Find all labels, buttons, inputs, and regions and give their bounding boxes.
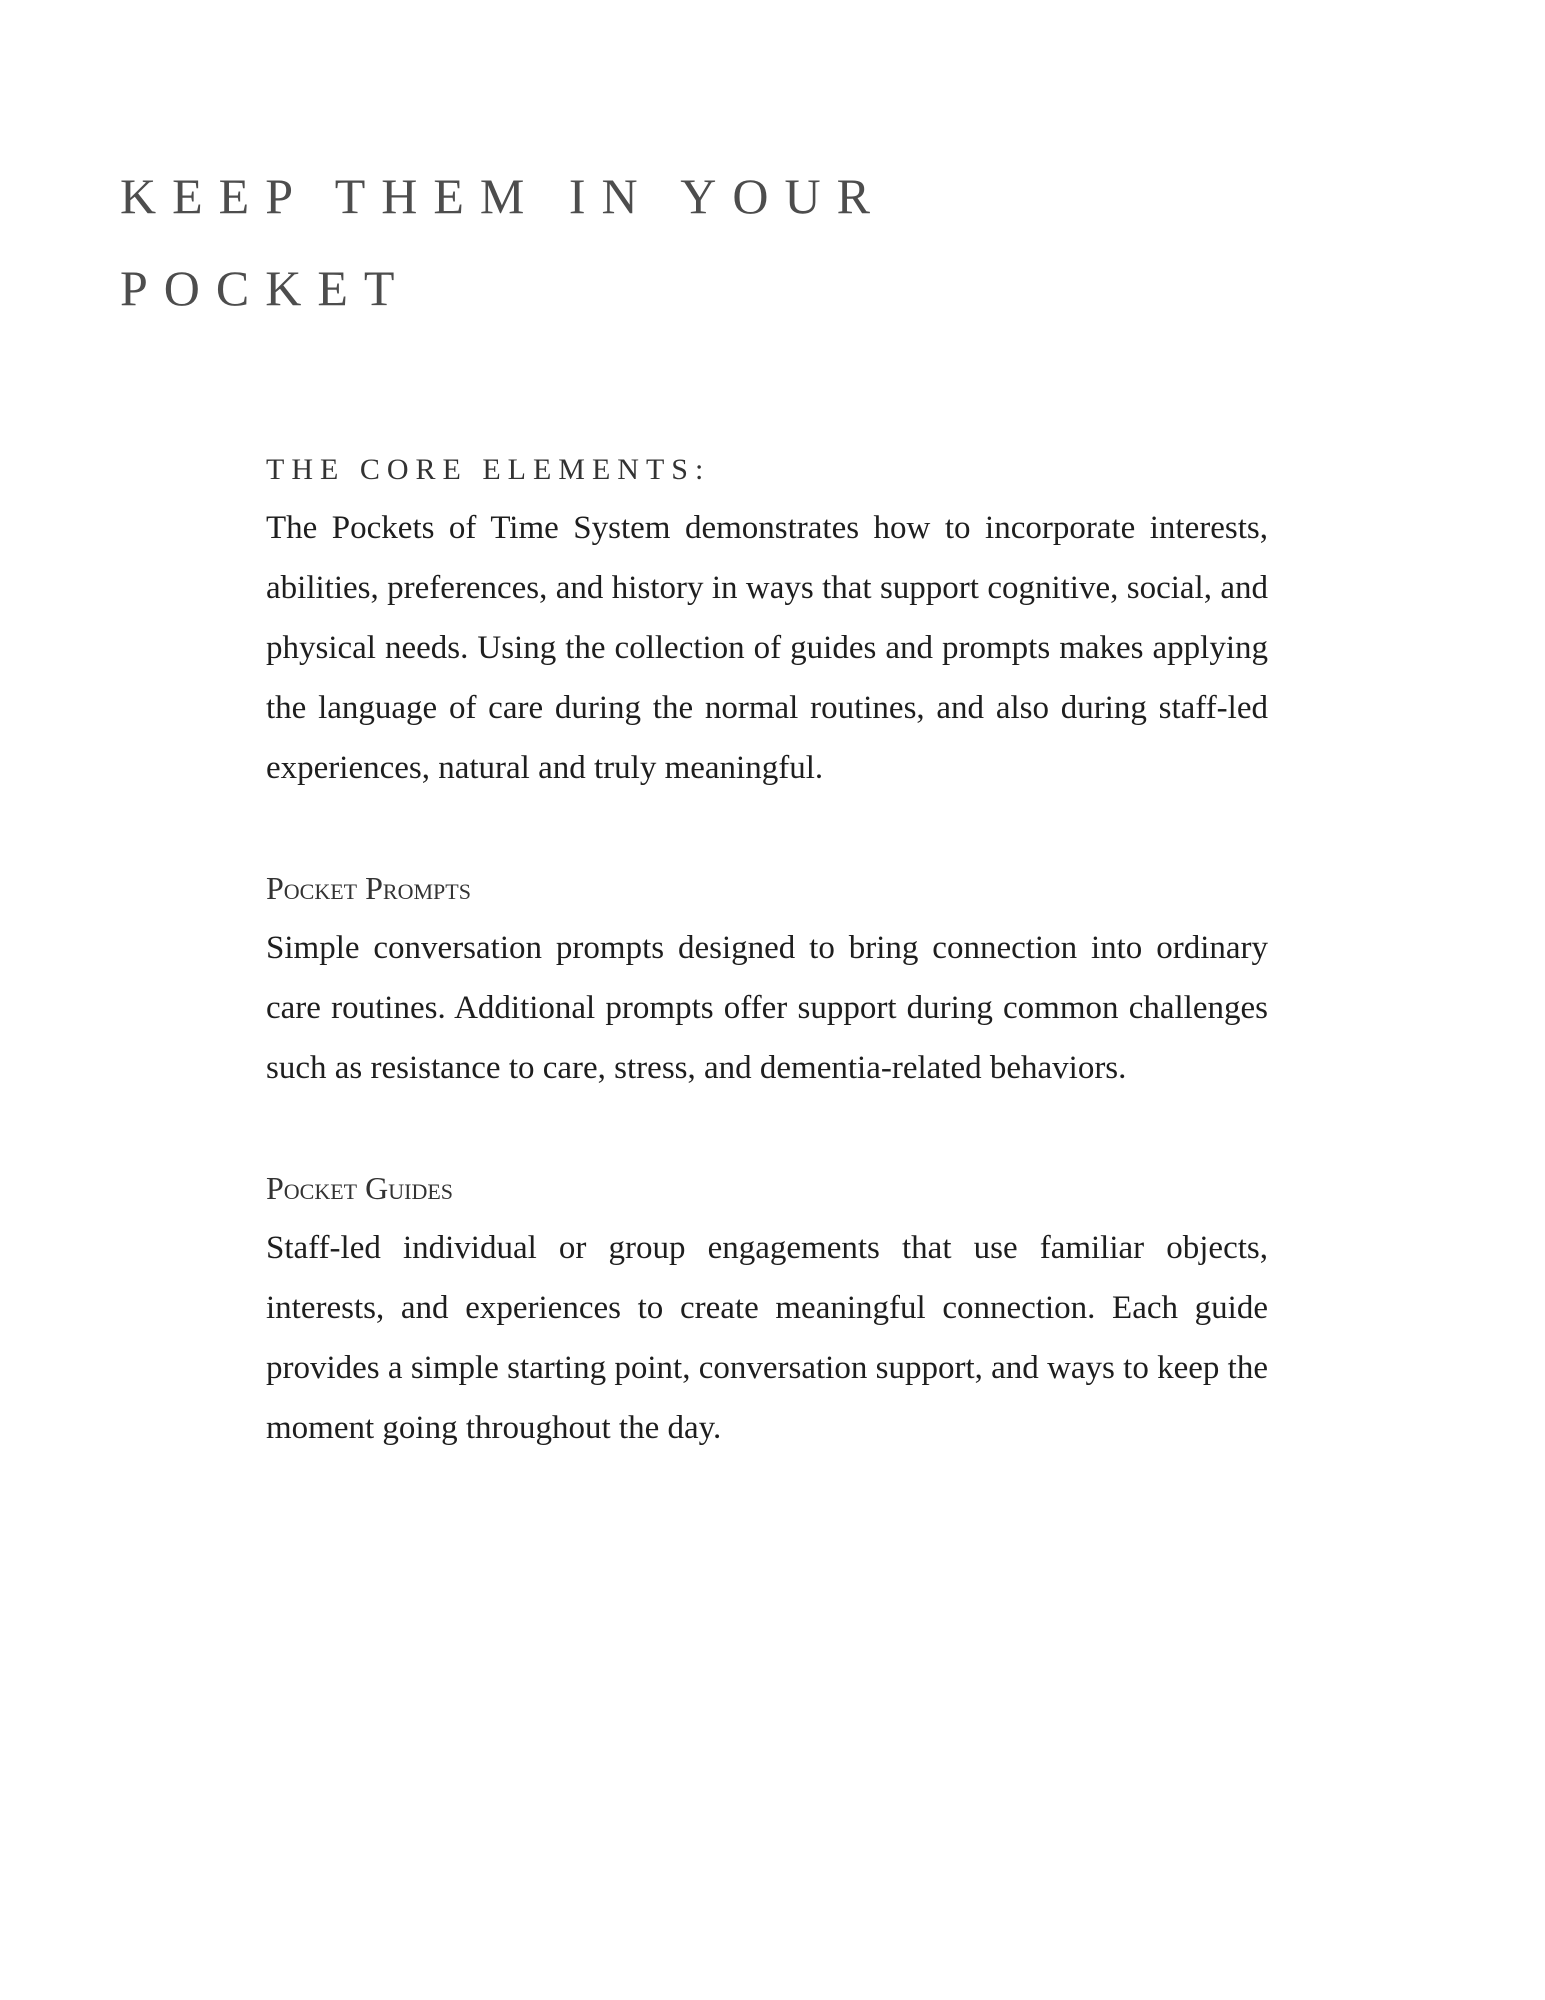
main-content [266,450,1268,1458]
pocket-guides-paragraph: Staff-led individual or group engagements that use familiar objects, interests, and experiences to create meaningful connection. Each guide provides a simple starting point, conversation support, and ways to keep the moment going throughout the day. [266,1230,1268,1446]
pocket-prompts-paragraph: Simple conversation prompts designed to bring connection into ordinary care routines. Additional prompts offer support during common challenges such as resistance to care, stress, and dementia-related behaviors. [266,930,1268,1086]
pocket-guides-heading: Pocket Guides [266,1170,454,1206]
pocket-prompts-heading: Pocket Prompts [266,870,471,906]
section-pocket-guides [266,1158,1268,1458]
core-elements-paragraph: The Pockets of Time System demonstrates how to incorporate interests, abilities, preferences, and history in ways that support cognitive, social, and physical needs. Using the collection of guides and prompts makes applying the language of care during the normal routines, and also during staff-led experiences, natural and truly meaningful. [266,510,1268,786]
section-pocket-prompts [266,858,1268,1098]
page-title: KEEP THEM IN YOUR POCKET [120,168,886,316]
core-elements-heading: THE CORE ELEMENTS: [266,453,711,486]
